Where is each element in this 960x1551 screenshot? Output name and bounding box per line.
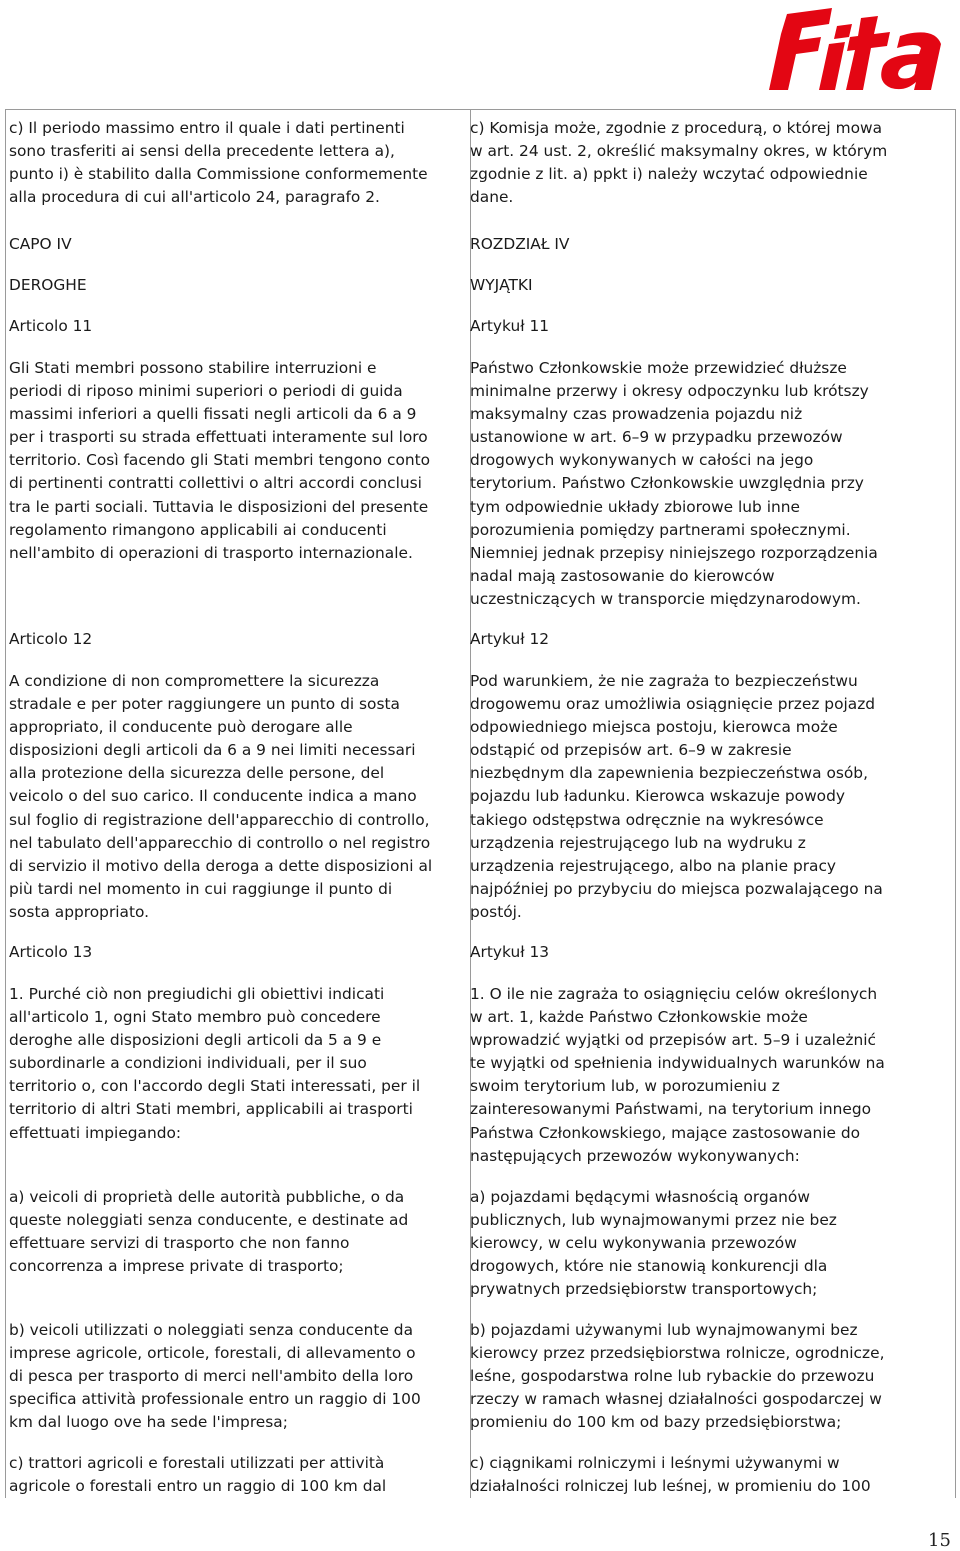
fita-logo	[757, 4, 953, 92]
italian-paragraph-c: c) Il periodo massimo entro il quale i dati pertinenti sono trasferiti ai sensi della precedente lettera a), punto i) è stabilito dalla Commissione conformemente alla procedura di cui all'articolo 24, paragrafo 2.	[9, 119, 428, 207]
polish-article-13-title: Artykuł 13	[470, 943, 550, 961]
polish-chapter-heading: ROZDZIAŁ IV	[470, 235, 570, 253]
italian-chapter-heading: CAPO IV	[9, 235, 72, 253]
polish-article-13-item-a: a) pojazdami będącymi własnością organów publicznych, lub wynajmowanymi przez nie bez kierowcy, w celu wykonywania przewozów drogowych, które nie stanowią konkurencji dla prywatnych przedsiębiorstw transportowych;	[470, 1188, 837, 1299]
italian-chapter-title: DEROGHE	[9, 276, 87, 294]
polish-article-12-text: Pod warunkiem, że nie zagraża to bezpieczeństwu drogowemu oraz umożliwia osiągnięcie przez pojazd odpowiedniego miejsca postoju, kierowca może odstąpić od przepisów art. 6–9 w zakresie niezbędnym dla zapewnienia bezpieczeństwa osób, pojazdu lub ładunku. Kierowca wskazuje powody takiego odstępstwa odręcznie na wykresówce urządzenia rejestrującego lub na wydruku z urządzenia rejestrującego, albo na planie pracy najpóźniej po przybyciu do miejsca pozwalającego na postój.	[470, 672, 883, 921]
italian-article-13-para-1: 1. Purché ciò non pregiudichi gli obiettivi indicati all'articolo 1, ogni Stato membro può concedere deroghe alle disposizioni degli articoli da 5 a 9 e subordinarle a condizioni individuali, per il suo territorio o, con l'accordo degli Stati interessati, per il territorio di altri Stati membri, applicabili ai trasporti effettuati impiegando:	[9, 985, 421, 1142]
bilingual-table	[5, 109, 956, 1498]
italian-article-12-title: Articolo 12	[9, 630, 93, 648]
polish-article-13-para-1: 1. O ile nie zagraża to osiągnięciu celów określonych w art. 1, każde Państwo Członkowskie może wprowadzić wyjątki od przepisów art. 5–9 i uzależnić te wyjątki od spełnienia indywidualnych warunków na swoim terytorium lub, w porozumieniu z zainteresowanymi Państwami, na terytorium innego Państwa Członkowskiego, mające zastosowanie do następujących przewozów wykonywanych:	[470, 985, 885, 1165]
italian-article-13-title: Articolo 13	[9, 943, 93, 961]
italian-article-13-item-b: b) veicoli utilizzati o noleggiati senza conducente da imprese agricole, orticole, forestali, di allevamento o di pesca per trasporto di merci nell'ambito della loro specifica attività professionale entro un raggio di 100 km dal luogo ove ha sede l'impresa;	[9, 1321, 421, 1432]
italian-column	[9, 117, 471, 1496]
italian-article-11-title: Articolo 11	[9, 317, 93, 335]
polish-paragraph-c: c) Komisja może, zgodnie z procedurą, o której mowa w art. 24 ust. 2, określić maksymalny okres, w którym zgodnie z lit. a) ppkt i) należy wczytać odpowiednie dane.	[470, 119, 888, 207]
page-number: 15	[928, 1530, 951, 1551]
italian-article-11-text: Gli Stati membri possono stabilire interruzioni e periodi di riposo minimi superiori o periodi di guida massimi inferiori a quelli fissati negli articoli da 6 a 9 per i trasporti su strada effettuati interamente sul loro territorio. Così facendo gli Stati membri tengono conto di pertinenti contratti collettivi o altri accordi conclusi tra le parti sociali. Tuttavia le disposizioni del presente regolamento rimangono applicabili ai conducenti nell'ambito di operazioni di trasporto internazionale.	[9, 359, 431, 562]
italian-article-13-item-a: a) veicoli di proprietà delle autorità pubbliche, o da queste noleggiati senza conducente, e destinate ad effettuare servizi di trasporto che non fanno concorrenza a imprese private di trasporto;	[9, 1188, 409, 1276]
polish-chapter-title: WYJĄTKI	[470, 276, 533, 294]
polish-column	[470, 117, 954, 1496]
italian-article-12-text: A condizione di non compromettere la sicurezza stradale e per poter raggiungere un punto di sosta appropriato, il conducente può derogare alle disposizioni degli articoli da 6 a 9 nei limiti necessari alla protezione della sicurezza delle persone, del veicolo o del suo carico. Il conducente indica a mano sul foglio di registrazione dell'apparecchio di controllo, nel tabulato dell'apparecchio di controllo o nel registro di servizio il motivo della deroga a dette disposizioni al più tardi nel momento in cui raggiunge il punto di sosta appropriato.	[9, 672, 433, 921]
polish-article-13-item-c: c) ciągnikami rolniczymi i leśnymi używanymi w działalności rolniczej lub leśnej, w promieniu do 100	[470, 1454, 871, 1496]
polish-article-11-title: Artykuł 11	[470, 317, 550, 335]
polish-article-12-title: Artykuł 12	[470, 630, 550, 648]
polish-article-13-item-b: b) pojazdami używanymi lub wynajmowanymi bez kierowcy przez przedsiębiorstwa rolnicze, ogrodnicze, leśne, gospodarstwa rolne lub rybackie do przewozu rzeczy w ramach własnej działalności gospodarczej w promieniu do 100 km od bazy przedsiębiorstwa;	[470, 1321, 885, 1432]
italian-article-13-item-c: c) trattori agricoli e forestali utilizzati per attività agricole o forestali entro un raggio di 100 km dal	[9, 1454, 387, 1496]
polish-article-11-text: Państwo Członkowskie może przewidzieć dłuższe minimalne przerwy i okresy odpoczynku lub krótszy maksymalny czas prowadzenia pojazdu niż ustanowione w art. 6–9 w przypadku przewozów drogowych wykonywanych w całości na jego terytorium. Państwo Członkowskie uwzględnia przy tym odpowiednie układy zbiorowe lub inne porozumienia pomiędzy partnerami społecznymi. Niemniej jednak przepisy niniejszego rozporządzenia nadal mają zastosowanie do kierowców uczestniczących w transporcie międzynarodowym.	[470, 359, 878, 608]
